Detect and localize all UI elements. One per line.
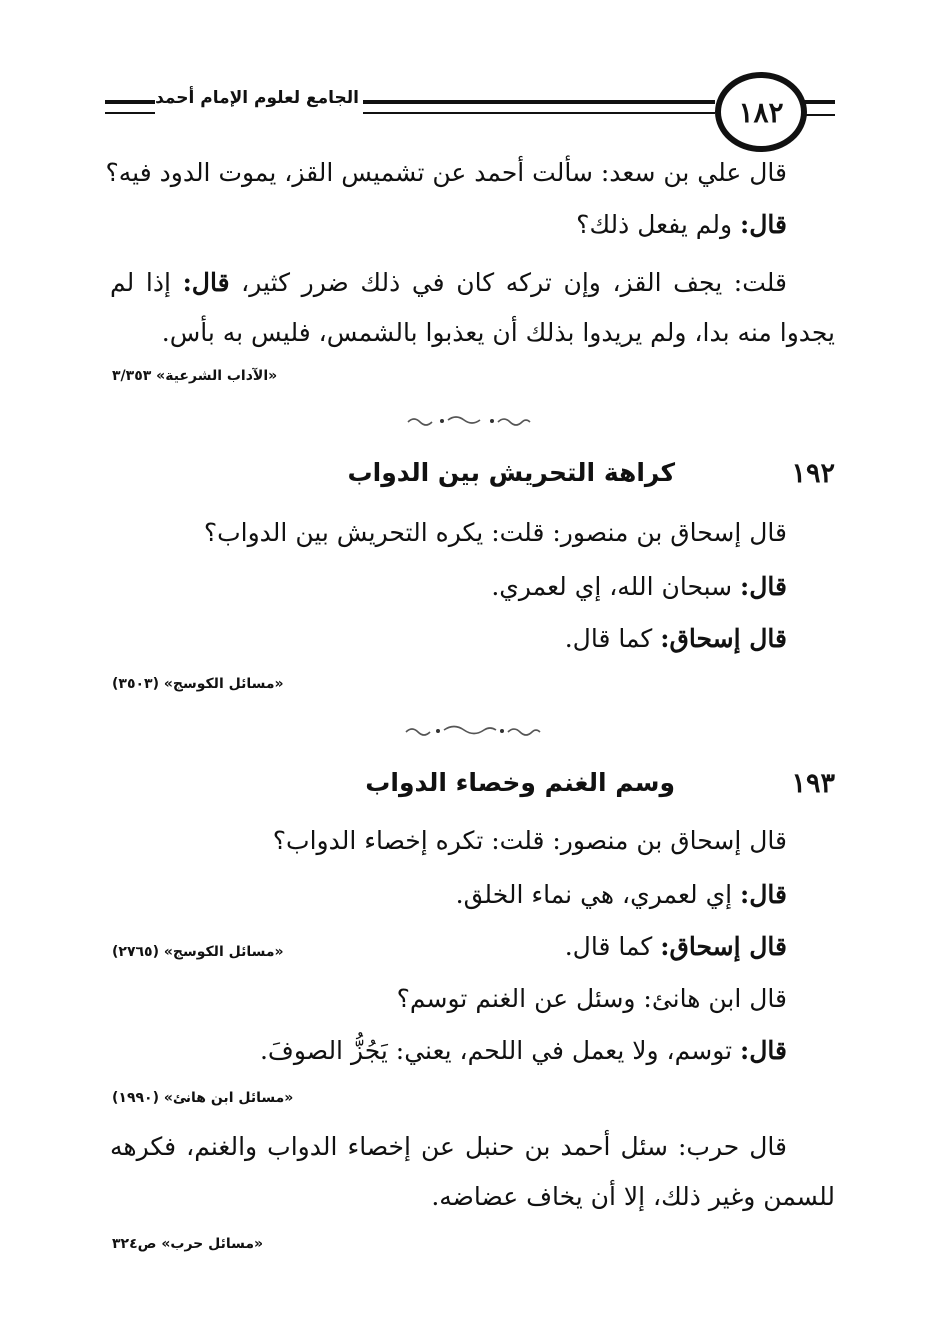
section-heading-193	[195, 768, 835, 808]
speaker-label: قال:	[740, 210, 787, 239]
speaker-label: قال:	[182, 268, 230, 297]
text-fragment: إي لعمري، هي نماء الخلق.	[455, 880, 741, 909]
text-fragment: ولم يفعل ذلك؟	[576, 210, 741, 239]
section-number: ١٩٢	[791, 458, 835, 489]
section-number: ١٩٣	[791, 768, 835, 799]
text-line: قال حرب: سئل أحمد بن حنبل عن إخصاء الدواب والغنم، فكرهه	[110, 1132, 787, 1161]
text-fragment: إذا لم	[110, 268, 183, 297]
text-line	[260, 1036, 787, 1065]
citation: «مسائل الكوسج» (٣٥٠٣)	[112, 676, 284, 692]
speaker-label: قال:	[740, 880, 787, 909]
text-line	[565, 624, 787, 653]
text-line: قال علي بن سعد: سألت أحمد عن تشميس القز، يموت الدود فيه؟	[105, 158, 787, 187]
running-title: الجامع لعلوم الإمام أحمد	[155, 88, 359, 108]
text-fragment: كما قال.	[564, 624, 661, 653]
text-fragment: توسم، ولا يعمل في اللحم، يعني: يَجُزُّ الصوفَ.	[259, 1036, 741, 1065]
text-line: يجدوا منه بدا، ولم يريدوا بذلك أن يعذبوا بالشمس، فليس به بأس.	[161, 318, 835, 347]
text-line	[565, 932, 787, 961]
speaker-label: قال إسحاق:	[660, 624, 787, 653]
speaker-label: قال:	[740, 572, 787, 601]
text-line	[576, 210, 787, 239]
text-fragment: سبحان الله، إي لعمري.	[491, 572, 741, 601]
citation: «مسائل حرب» ص٣٢٤	[112, 1236, 264, 1252]
text-line	[110, 268, 787, 297]
text-line: قال إسحاق بن منصور: قلت: تكره إخصاء الدواب؟	[272, 826, 787, 855]
ornament-divider	[398, 410, 558, 430]
text-fragment: كما قال.	[564, 932, 661, 961]
speaker-label: قال إسحاق:	[660, 932, 787, 961]
citation: «الآداب الشرعية» ٣/٣٥٣	[112, 368, 278, 384]
section-title: وسم الغنم وخصاء الدواب	[365, 768, 675, 797]
ornament-divider	[398, 720, 558, 740]
text-line	[456, 880, 787, 909]
text-line	[491, 572, 787, 601]
speaker-label: قال:	[740, 1036, 787, 1065]
text-line: قال إسحاق بن منصور: قلت: يكره التحريش بين الدواب؟	[203, 518, 787, 547]
citation: «مسائل الكوسج» (٢٧٦٥)	[112, 944, 284, 960]
section-title: كراهة التحريش بين الدواب	[347, 458, 675, 487]
header-rule-right	[801, 100, 835, 116]
text-fragment: قلت: يجف القز، وإن تركه كان في ذلك ضرر كثير،	[229, 268, 787, 297]
header-rule-middle	[363, 100, 715, 114]
citation: «مسائل ابن هانئ» (١٩٩٠)	[112, 1090, 294, 1106]
header-rule-left	[105, 100, 155, 114]
section-heading-192	[195, 458, 835, 498]
text-line: للسمن وغير ذلك، إلا أن يخاف عضاضه.	[431, 1182, 835, 1211]
page-number: ١٨٢	[715, 72, 807, 152]
text-line: قال ابن هانئ: وسئل عن الغنم توسم؟	[396, 984, 787, 1013]
page-header	[105, 64, 835, 144]
